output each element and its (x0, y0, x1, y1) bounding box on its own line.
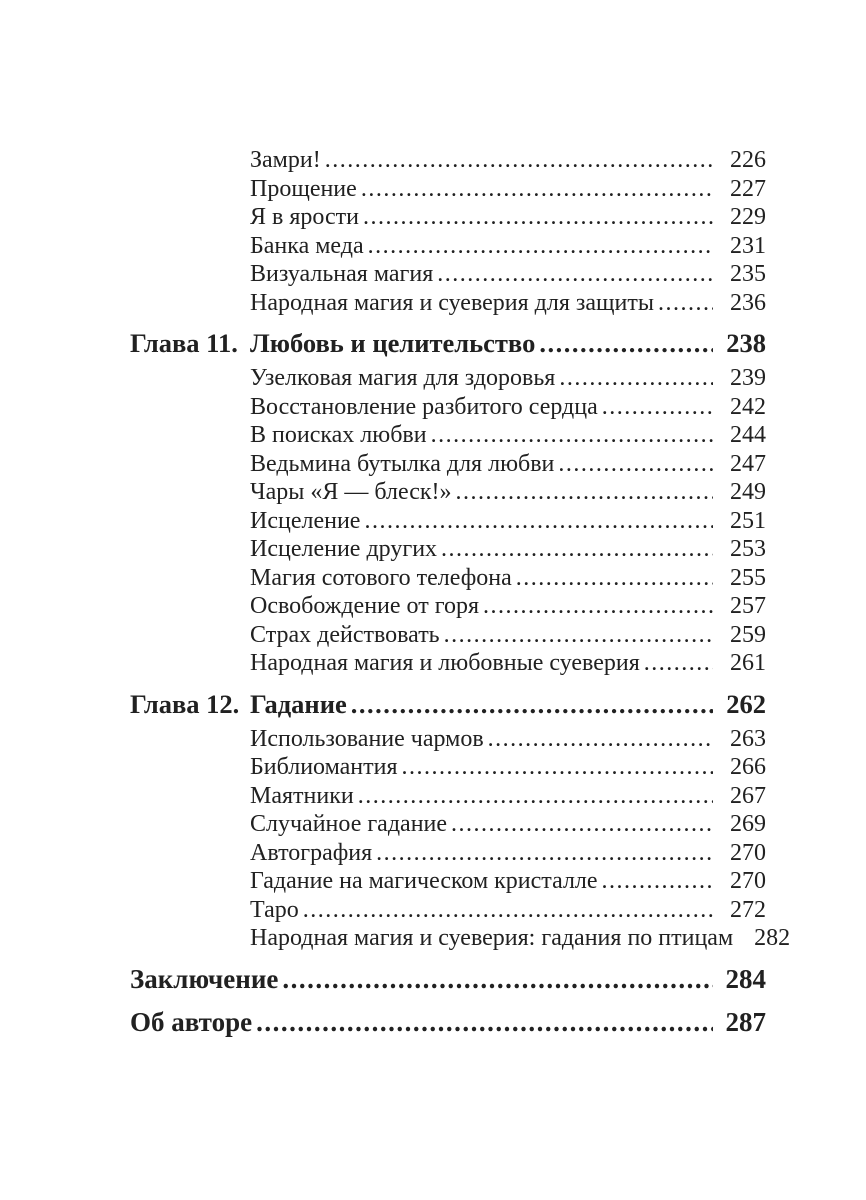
toc-entry-title: Исцеление других (250, 536, 438, 562)
page-number: 239 (730, 365, 766, 391)
toc-entry (130, 450, 766, 479)
dot-leader (441, 535, 713, 564)
page-number: 257 (730, 593, 766, 619)
toc-entry (130, 393, 766, 422)
page-number: 266 (730, 754, 766, 780)
toc-entry (130, 175, 766, 204)
toc-entry (130, 535, 766, 564)
dot-leader (488, 725, 713, 754)
page-number: 263 (730, 725, 766, 752)
toc-entry-title: Народная магия и суеверия: гадания по птицам (250, 925, 734, 951)
toc-entry (130, 753, 766, 782)
dot-leader (351, 688, 713, 721)
toc-entry-title: Случайное гадание (250, 811, 448, 837)
dot-leader (358, 782, 713, 811)
chapter-number-label: Глава 12. (130, 688, 240, 719)
page-number: 270 (730, 839, 766, 866)
toc-entry (130, 725, 766, 754)
toc-entry (130, 421, 766, 450)
chapter-number-label: Глава 11. (130, 328, 238, 358)
dot-leader (644, 649, 713, 678)
page-number: 249 (730, 479, 766, 505)
page-number: 226 (730, 147, 766, 173)
dot-leader (368, 232, 713, 261)
page-number: 236 (730, 289, 766, 316)
toc-entry-title: Библиомантия (250, 754, 398, 780)
dot-leader (444, 621, 713, 650)
toc-entry (130, 507, 766, 536)
toc-entry (130, 592, 766, 621)
page-number: 270 (730, 868, 766, 894)
toc-entry (130, 232, 766, 261)
page-number: 287 (725, 1006, 766, 1037)
toc-entry-title: Узелковая магия для здоровья (250, 365, 556, 391)
dot-leader (516, 564, 713, 593)
toc-entry-title: Заключение (130, 963, 279, 994)
toc-entry (130, 289, 766, 318)
toc-entry (130, 260, 766, 289)
dot-leader (539, 327, 713, 360)
page-number: 272 (730, 896, 766, 923)
dot-leader (558, 450, 713, 479)
toc-entry (130, 364, 766, 393)
toc-entry-title: Народная магия и суеверия для защиты (250, 289, 654, 316)
toc-entry (130, 688, 766, 721)
page-number: 229 (730, 204, 766, 230)
dot-leader (431, 421, 713, 450)
toc-entry (130, 203, 766, 232)
toc-entry (130, 146, 766, 175)
page-number: 267 (730, 782, 766, 809)
toc-entry (130, 327, 766, 360)
toc-entry-title: Использование чармов (250, 725, 484, 752)
toc-entry-title: Автография (250, 839, 373, 866)
toc-entry-title: Страх действовать (250, 621, 440, 648)
toc-entry-title: Народная магия и любовные суеверия (250, 650, 640, 676)
page-number: 251 (730, 507, 766, 534)
dot-leader (559, 364, 713, 393)
page-number: 262 (726, 688, 766, 719)
dot-leader (451, 810, 713, 839)
toc-entry (130, 782, 766, 811)
toc-entry (130, 896, 766, 925)
toc-entry-title: В поисках любви (250, 422, 427, 448)
toc-entry (130, 621, 766, 650)
toc-entry-title: Магия сотового телефона (250, 564, 512, 591)
toc-entry (130, 839, 766, 868)
page-number: 231 (730, 232, 766, 259)
dot-leader (282, 962, 713, 996)
page-number: 238 (726, 328, 766, 358)
toc-entry (130, 649, 766, 678)
dot-leader (363, 203, 713, 232)
toc-entry (130, 564, 766, 593)
dot-leader (437, 260, 713, 289)
toc-entry (130, 810, 766, 839)
toc-entry-title: Исцеление (250, 507, 361, 534)
toc-entry (130, 924, 791, 953)
page-number: 253 (730, 536, 766, 562)
dot-leader (456, 478, 713, 507)
toc-entry-title: Любовь и целительство (250, 328, 536, 358)
dot-leader (364, 507, 713, 536)
page-number: 259 (730, 621, 766, 648)
toc-entry-title: Банка меда (250, 232, 364, 259)
toc-entry-title: Чары «Я — блеск!» (250, 479, 452, 505)
toc-entry-title: Визуальная магия (250, 261, 434, 287)
page-number: 284 (725, 963, 766, 994)
toc-entry-title: Ведьмина бутылка для любви (250, 450, 555, 477)
dot-leader (256, 1005, 713, 1039)
toc-entry-title: Гадание (250, 688, 347, 719)
toc-entry (130, 867, 766, 896)
toc-entry-title: Таро (250, 896, 299, 923)
dot-leader (303, 896, 713, 925)
page-number: 227 (730, 175, 766, 202)
toc-entry (130, 1005, 766, 1039)
dot-leader (602, 393, 713, 422)
toc-entry-title: Замри! (250, 147, 321, 173)
page-number: 269 (730, 811, 766, 837)
toc-entry-title: Восстановление разбитого сердца (250, 393, 598, 420)
toc-entry-title: Прощение (250, 175, 357, 202)
dot-leader (361, 175, 713, 204)
toc-entry-title: Маятники (250, 782, 354, 809)
dot-leader (483, 592, 713, 621)
dot-leader (402, 753, 714, 782)
page-number: 282 (754, 925, 791, 951)
toc-entry (130, 478, 766, 507)
page-number: 247 (730, 450, 766, 477)
dot-leader (325, 146, 713, 175)
dot-leader (602, 867, 713, 896)
dot-leader (658, 289, 713, 318)
toc-entry-title: Об авторе (130, 1006, 253, 1037)
toc-entry (130, 962, 766, 996)
toc-entry-title: Гадание на магическом кристалле (250, 868, 598, 894)
toc-entry-title: Я в ярости (250, 204, 359, 230)
page-number: 255 (730, 564, 766, 591)
page-number: 235 (730, 261, 766, 287)
page-number: 244 (730, 422, 766, 448)
page-number: 242 (730, 393, 766, 420)
dot-leader (376, 839, 713, 868)
toc-entry-title: Освобождение от горя (250, 593, 480, 619)
page-number: 261 (730, 650, 766, 676)
